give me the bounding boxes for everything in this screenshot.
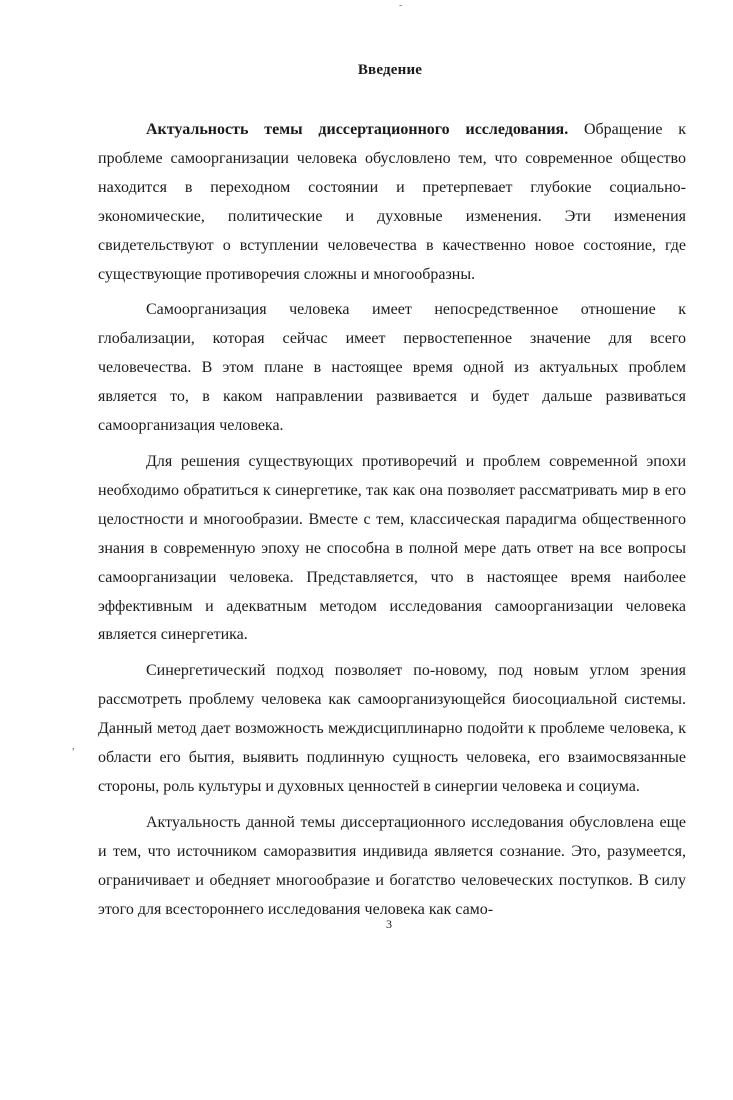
scan-artifact-top: ˜ (399, 4, 403, 15)
scan-artifact-margin: , (72, 741, 75, 752)
paragraph-consciousness: Актуальность данной темы диссертационного исследования обусловлена еще и тем, что источником саморазвития индивида является сознание. Это, разумеется, ограничивает и обедняет многообразие и богатство человеческих поступков. В силу этого для всестороннего исследования человека как само- (98, 813, 686, 918)
section-heading: Введение (357, 62, 423, 78)
document-body (98, 116, 686, 931)
paragraph-synergetics: Для решения существующих противоречий и проблем современной эпохи необходимо обратиться к синергетике, так как она позволяет рассматривать мир в его целостности и многообразии. Вместе с тем, классическая парадигма общественного знания в современную эпоху не способна в полной мере дать ответ на все вопросы самоорганизации человека. Представляется, что в настоящее время наиболее эффективным и адекватным методом исследования самоорганизации человека является синергетика. (98, 452, 686, 644)
paragraph-lead-bold: Актуальность темы диссертационного исследования. (146, 121, 569, 138)
paragraph-globalization: Самоорганизация человека имеет непосредственное отношение к глобализации, которая сейчас имеет первостепенное значение для всего человечества. В этом плане в настоящее время одной из актуальных проблем является то, в каком направлении развивается и будет дальше развиваться самоорганизация человека. (98, 301, 686, 435)
paragraph-text: Обращение к проблеме самоорганизации человека обусловлено тем, что современное общество находится в переходном состоянии и претерпевает глубокие социально-экономические, политические и духовные изменения. Эти изменения свидетельствуют о вступлении человечества в качественно новое состояние, где существующие противоречия сложны и многообразны. (98, 121, 686, 283)
page-number: 3 (386, 917, 392, 931)
paragraph-relevance (98, 116, 686, 289)
paragraph-approach: Синергетический подход позволяет по-новому, под новым углом зрения рассмотреть проблему человека как самоорганизующейся биосоциальной системы. Данный метод дает возможность междисциплинарно подойти к проблеме человека, к области его бытия, выявить подлинную сущность человека, его взаимосвязанные стороны, роль культуры и духовных ценностей в синергии человека и социума. (98, 662, 686, 795)
